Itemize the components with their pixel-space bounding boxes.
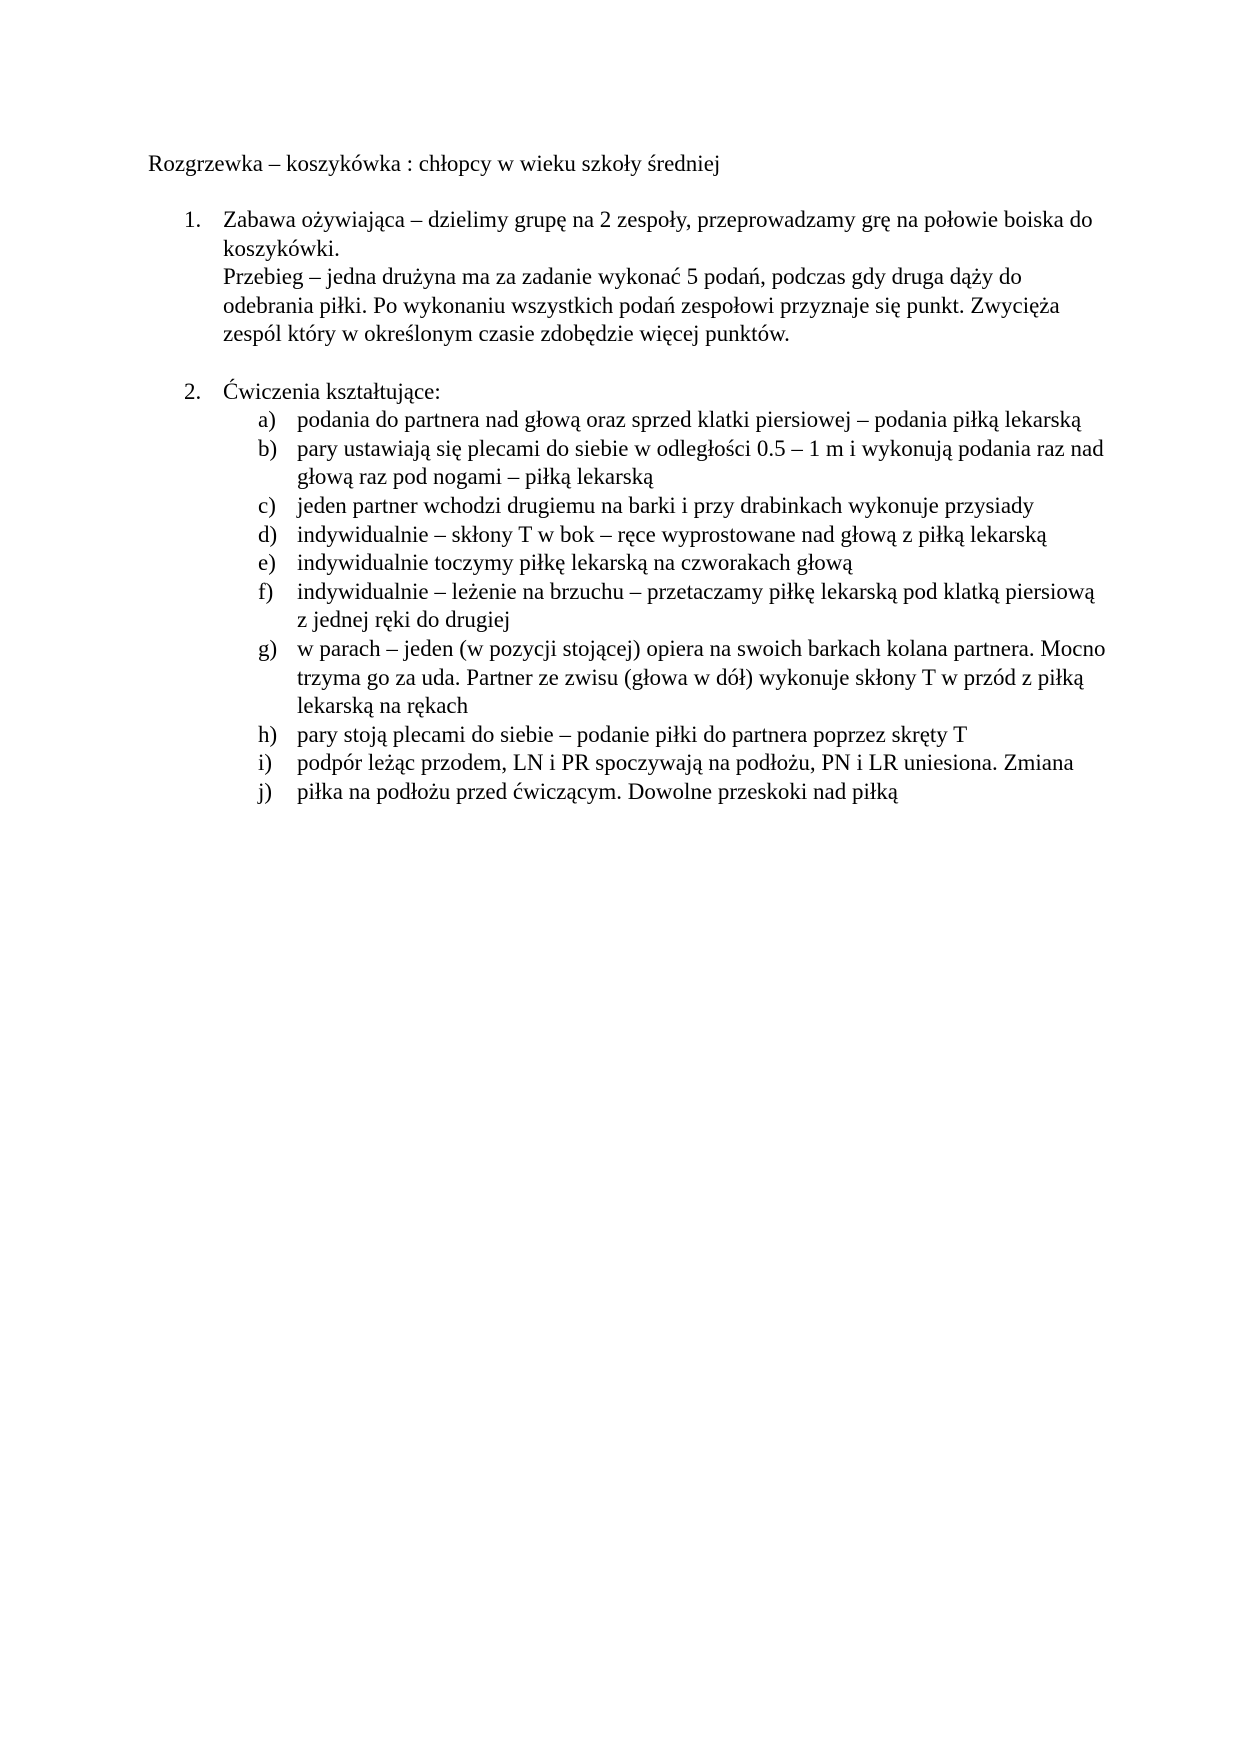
exercise-item-i — [223, 749, 1108, 778]
item-number: 1. — [184, 207, 202, 232]
exercise-text: piłka na podłożu przed ćwiczącym. Dowolne przeskoki nad piłką — [297, 778, 898, 804]
exercise-text: jeden partner wchodzi drugiemu na barki i przy drabinkach wykonuje przysiady — [297, 492, 1035, 518]
item-1-paragraph-1: Zabawa ożywiająca – dzielimy grupę na 2 zespoły, przeprowadzamy grę na połowie boiska do koszykówki. — [223, 207, 1093, 261]
exercise-item-f — [223, 578, 1108, 635]
exercise-item-c — [223, 492, 1108, 521]
exercise-letter: e) — [258, 550, 276, 576]
list-item-1 — [148, 206, 1108, 349]
exercise-item-b — [223, 435, 1108, 492]
exercise-list — [223, 406, 1108, 806]
exercise-text: pary ustawiają się plecami do siebie w odległości 0.5 – 1 m i wykonują podania raz nad głową raz pod nogami – piłką lekarską — [297, 435, 1104, 490]
exercise-item-h — [223, 721, 1108, 750]
exercise-text: podania do partnera nad głową oraz sprzed klatki piersiowej – podania piłką lekarską — [297, 407, 1082, 433]
main-list — [148, 206, 1108, 806]
exercise-item-e — [223, 549, 1108, 578]
exercise-text: indywidualnie – skłony T w bok – ręce wyprostowane nad głową z piłką lekarską — [297, 521, 1047, 547]
exercise-letter: f) — [258, 578, 274, 604]
exercise-text: w parach – jeden (w pozycji stojącej) opiera na swoich barkach kolana partnera. Mocno trzyma go za uda. Partner ze zwisu (głowa w dół) wykonuje skłony T w przód z piłką lekarską na rękach — [297, 635, 1106, 719]
document-title: Rozgrzewka – koszykówka : chłopcy w wieku szkoły średniej — [148, 151, 721, 176]
item-number: 2. — [184, 378, 202, 404]
exercise-letter: g) — [258, 635, 278, 661]
exercise-item-d — [223, 521, 1108, 550]
exercise-text: podpór leżąc przodem, LN i PR spoczywają na podłożu, PN i LR uniesiona. Zmiana — [297, 750, 1074, 776]
exercise-letter: c) — [258, 492, 276, 518]
item-2-heading: Ćwiczenia kształtujące: — [223, 378, 441, 404]
exercise-text: pary stoją plecami do siebie – podanie piłki do partnera poprzez skręty T — [297, 721, 968, 747]
list-item-2 — [148, 378, 1108, 807]
exercise-item-g — [223, 635, 1108, 721]
exercise-letter: j) — [258, 778, 273, 804]
exercise-item-j — [223, 778, 1108, 807]
exercise-text: indywidualnie – leżenie na brzuchu – przetaczamy piłkę lekarską pod klatką piersiową z jednej ręki do drugiej — [297, 578, 1095, 633]
item-1-paragraph-2: Przebieg – jedna drużyna ma za zadanie wykonać 5 podań, podczas gdy druga dąży do odebrania piłki. Po wykonaniu wszystkich podań zespołowi przyznaje się punkt. Zwycięża zespól który w określonym czasie zdobędzie więcej punktów. — [223, 264, 1060, 347]
exercise-letter: d) — [258, 521, 278, 547]
exercise-text: indywidualnie toczymy piłkę lekarską na czworakach głową — [297, 550, 853, 576]
exercise-letter: i) — [258, 750, 273, 776]
exercise-item-a — [223, 406, 1108, 435]
exercise-letter: b) — [258, 435, 278, 461]
exercise-letter: a) — [258, 407, 276, 433]
exercise-letter: h) — [258, 721, 278, 747]
